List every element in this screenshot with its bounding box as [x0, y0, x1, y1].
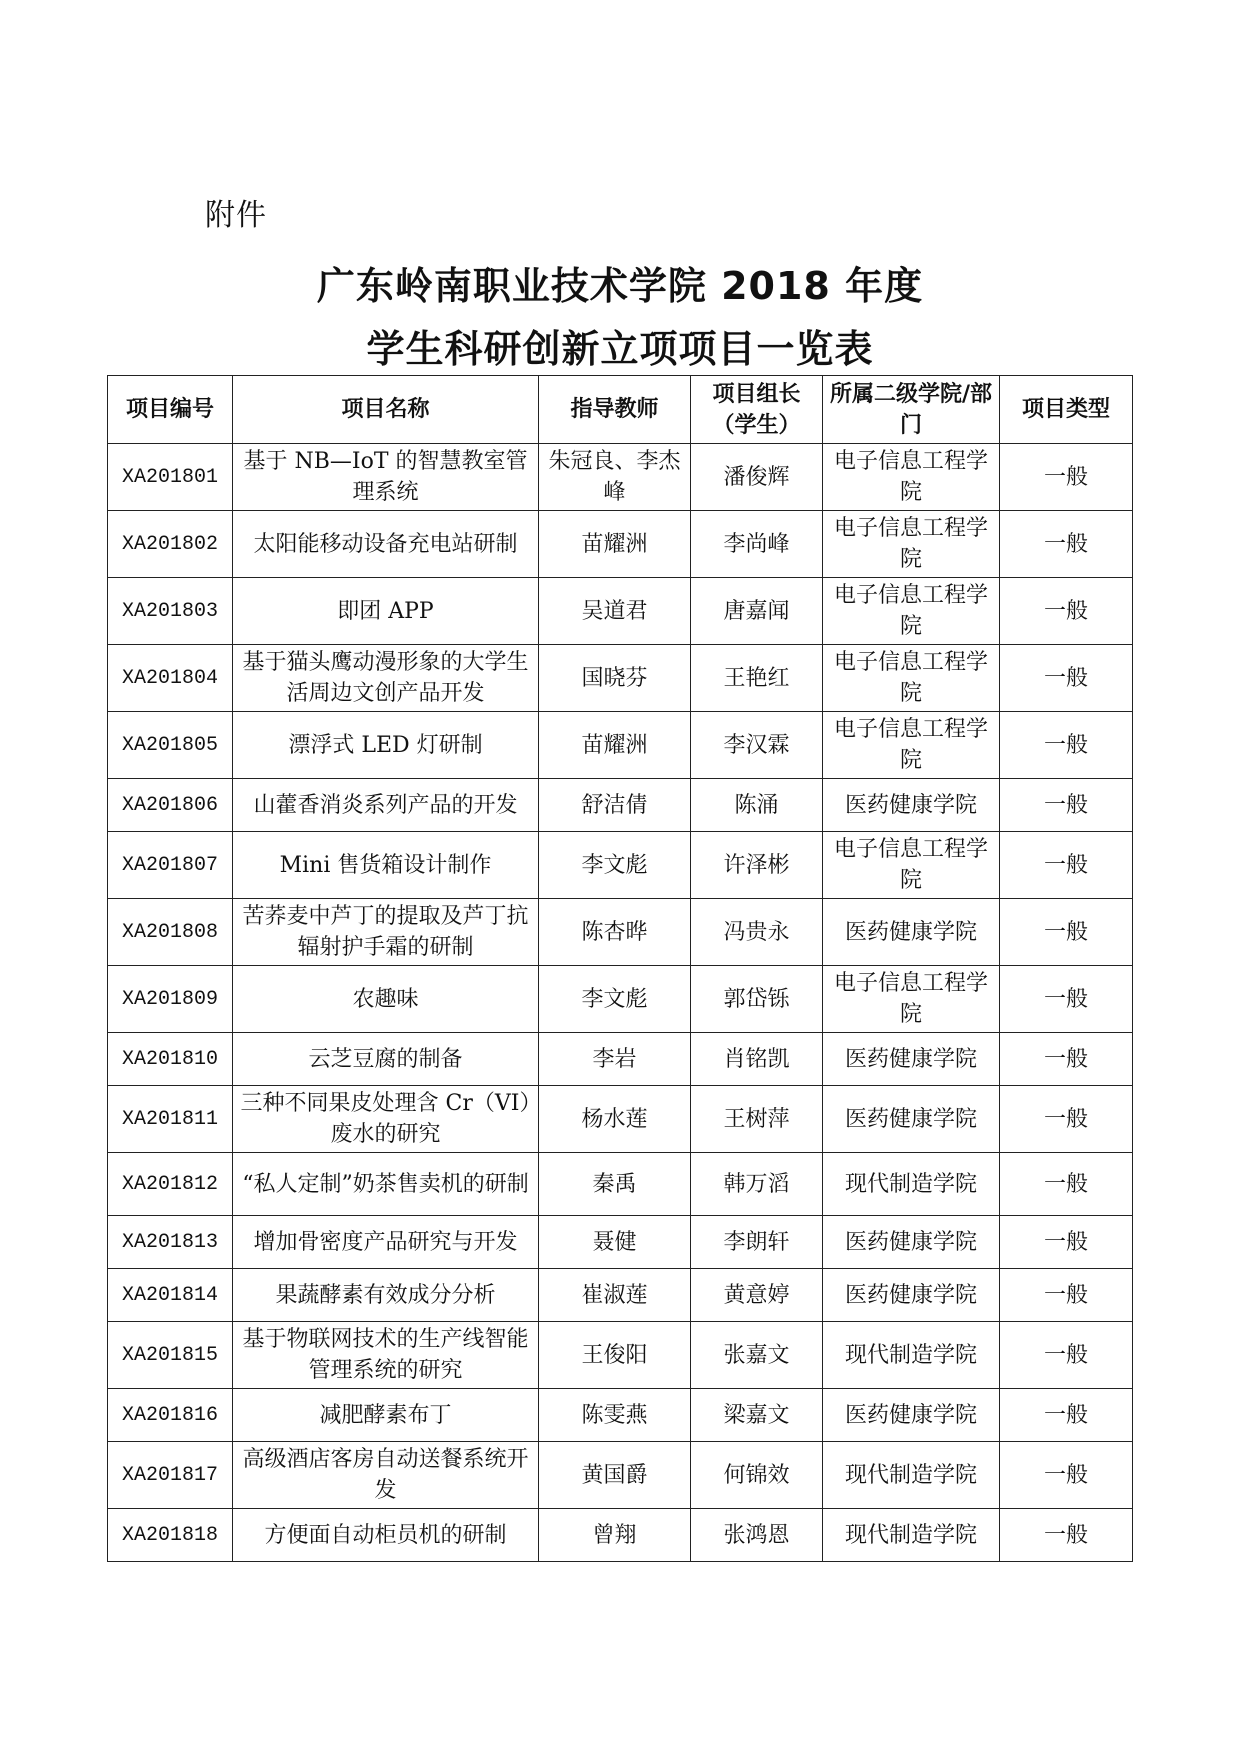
project-advisor: 聂健	[539, 1216, 691, 1269]
document-title-line-2: 学生科研创新立项项目一览表	[366, 327, 874, 371]
project-leader: 张嘉文	[691, 1322, 823, 1389]
project-advisor: 杨水莲	[539, 1086, 691, 1153]
project-code: XA201818	[108, 1509, 233, 1562]
project-leader: 唐嘉闻	[691, 578, 823, 645]
project-name: 农趣味	[233, 966, 539, 1033]
project-leader: 郭岱铄	[691, 966, 823, 1033]
project-advisor: 苗耀洲	[539, 511, 691, 578]
project-type: 一般	[1000, 832, 1133, 899]
project-type: 一般	[1000, 1442, 1133, 1509]
column-header-college: 所属二级学院/部门	[823, 376, 1000, 444]
project-type: 一般	[1000, 578, 1133, 645]
project-code: XA201808	[108, 899, 233, 966]
project-code: XA201811	[108, 1086, 233, 1153]
project-code: XA201806	[108, 779, 233, 832]
table-row	[108, 1086, 1133, 1153]
project-advisor: 国晓芬	[539, 645, 691, 712]
project-college: 电子信息工程学院	[823, 578, 1000, 645]
project-type: 一般	[1000, 1086, 1133, 1153]
table-row	[108, 1153, 1133, 1216]
project-name: 基于 NB—IoT 的智慧教室管理系统	[233, 444, 539, 511]
project-college: 现代制造学院	[823, 1153, 1000, 1216]
project-code: XA201802	[108, 511, 233, 578]
project-code: XA201815	[108, 1322, 233, 1389]
project-type: 一般	[1000, 1509, 1133, 1562]
project-name: 三种不同果皮处理含 Cr（VI）废水的研究	[233, 1086, 539, 1153]
project-type: 一般	[1000, 899, 1133, 966]
project-advisor: 李文彪	[539, 832, 691, 899]
project-college: 电子信息工程学院	[823, 645, 1000, 712]
project-leader: 王艳红	[691, 645, 823, 712]
project-name: 基于物联网技术的生产线智能管理系统的研究	[233, 1322, 539, 1389]
project-type: 一般	[1000, 511, 1133, 578]
document-title-line-1: 广东岭南职业技术学院 2018 年度	[316, 264, 924, 308]
project-code: XA201816	[108, 1389, 233, 1442]
project-name: 即团 APP	[233, 578, 539, 645]
table-row	[108, 578, 1133, 645]
project-leader: 陈涌	[691, 779, 823, 832]
project-name: 高级酒店客房自动送餐系统开发	[233, 1442, 539, 1509]
project-type: 一般	[1000, 1216, 1133, 1269]
project-college: 现代制造学院	[823, 1509, 1000, 1562]
project-leader: 许泽彬	[691, 832, 823, 899]
project-advisor: 黄国爵	[539, 1442, 691, 1509]
project-code: XA201805	[108, 712, 233, 779]
project-leader: 何锦效	[691, 1442, 823, 1509]
project-leader: 冯贵永	[691, 899, 823, 966]
table-row	[108, 779, 1133, 832]
project-type: 一般	[1000, 645, 1133, 712]
project-leader: 黄意婷	[691, 1269, 823, 1322]
project-type: 一般	[1000, 1322, 1133, 1389]
project-college: 医药健康学院	[823, 899, 1000, 966]
project-college: 现代制造学院	[823, 1442, 1000, 1509]
project-college: 医药健康学院	[823, 1216, 1000, 1269]
project-name: 漂浮式 LED 灯研制	[233, 712, 539, 779]
project-leader: 潘俊辉	[691, 444, 823, 511]
project-advisor: 李文彪	[539, 966, 691, 1033]
project-advisor: 曾翔	[539, 1509, 691, 1562]
project-advisor: 吴道君	[539, 578, 691, 645]
table-row	[108, 1509, 1133, 1562]
project-name: 太阳能移动设备充电站研制	[233, 511, 539, 578]
project-college: 医药健康学院	[823, 1269, 1000, 1322]
project-code: XA201817	[108, 1442, 233, 1509]
project-name: Mini 售货箱设计制作	[233, 832, 539, 899]
project-college: 电子信息工程学院	[823, 966, 1000, 1033]
project-leader: 肖铭凯	[691, 1033, 823, 1086]
column-header-leader: 项目组长（学生）	[691, 376, 823, 444]
project-advisor: 王俊阳	[539, 1322, 691, 1389]
project-code: XA201803	[108, 578, 233, 645]
project-advisor: 苗耀洲	[539, 712, 691, 779]
project-advisor: 朱冠良、李杰峰	[539, 444, 691, 511]
project-type: 一般	[1000, 1033, 1133, 1086]
table-row	[108, 966, 1133, 1033]
project-name: 增加骨密度产品研究与开发	[233, 1216, 539, 1269]
table-row	[108, 1389, 1133, 1442]
project-name: 方便面自动柜员机的研制	[233, 1509, 539, 1562]
project-advisor: 陈雯燕	[539, 1389, 691, 1442]
table-row	[108, 1442, 1133, 1509]
project-college: 医药健康学院	[823, 1389, 1000, 1442]
table-header-row	[108, 376, 1133, 444]
table-row	[108, 832, 1133, 899]
project-type: 一般	[1000, 1153, 1133, 1216]
table-row	[108, 1322, 1133, 1389]
project-college: 电子信息工程学院	[823, 511, 1000, 578]
project-leader: 韩万滔	[691, 1153, 823, 1216]
project-type: 一般	[1000, 779, 1133, 832]
project-name: 云芝豆腐的制备	[233, 1033, 539, 1086]
project-leader: 李朗轩	[691, 1216, 823, 1269]
project-type: 一般	[1000, 966, 1133, 1033]
project-type: 一般	[1000, 1269, 1133, 1322]
table-row	[108, 645, 1133, 712]
column-header-code: 项目编号	[108, 376, 233, 444]
column-header-name: 项目名称	[233, 376, 539, 444]
project-college: 电子信息工程学院	[823, 832, 1000, 899]
project-advisor: 陈杏晔	[539, 899, 691, 966]
project-type: 一般	[1000, 1389, 1133, 1442]
project-name: 苦荞麦中芦丁的提取及芦丁抗辐射护手霜的研制	[233, 899, 539, 966]
project-code: XA201807	[108, 832, 233, 899]
project-college: 医药健康学院	[823, 779, 1000, 832]
project-college: 医药健康学院	[823, 1086, 1000, 1153]
column-header-type: 项目类型	[1000, 376, 1133, 444]
project-list-table	[107, 375, 1133, 1562]
project-advisor: 崔淑莲	[539, 1269, 691, 1322]
project-leader: 张鸿恩	[691, 1509, 823, 1562]
project-name: “私人定制”奶茶售卖机的研制	[233, 1153, 539, 1216]
project-type: 一般	[1000, 712, 1133, 779]
project-name: 减肥酵素布丁	[233, 1389, 539, 1442]
project-name: 果蔬酵素有效成分分析	[233, 1269, 539, 1322]
project-type: 一般	[1000, 444, 1133, 511]
project-code: XA201812	[108, 1153, 233, 1216]
project-name: 基于猫头鹰动漫形象的大学生活周边文创产品开发	[233, 645, 539, 712]
project-leader: 李尚峰	[691, 511, 823, 578]
project-college: 现代制造学院	[823, 1322, 1000, 1389]
table-row	[108, 1269, 1133, 1322]
project-advisor: 秦禹	[539, 1153, 691, 1216]
table-row	[108, 899, 1133, 966]
project-leader: 梁嘉文	[691, 1389, 823, 1442]
column-header-advisor: 指导教师	[539, 376, 691, 444]
project-advisor: 舒洁倩	[539, 779, 691, 832]
project-code: XA201801	[108, 444, 233, 511]
project-code: XA201810	[108, 1033, 233, 1086]
table-row	[108, 1216, 1133, 1269]
table-row	[108, 511, 1133, 578]
project-code: XA201814	[108, 1269, 233, 1322]
project-leader: 王树萍	[691, 1086, 823, 1153]
project-code: XA201809	[108, 966, 233, 1033]
project-code: XA201804	[108, 645, 233, 712]
project-college: 电子信息工程学院	[823, 444, 1000, 511]
project-advisor: 李岩	[539, 1033, 691, 1086]
table-body	[108, 444, 1133, 1562]
project-leader: 李汉霖	[691, 712, 823, 779]
project-college: 医药健康学院	[823, 1033, 1000, 1086]
table-row	[108, 712, 1133, 779]
table-row	[108, 1033, 1133, 1086]
project-name: 山藿香消炎系列产品的开发	[233, 779, 539, 832]
project-college: 电子信息工程学院	[823, 712, 1000, 779]
annex-label: 附件	[205, 198, 267, 233]
project-code: XA201813	[108, 1216, 233, 1269]
table-row	[108, 444, 1133, 511]
